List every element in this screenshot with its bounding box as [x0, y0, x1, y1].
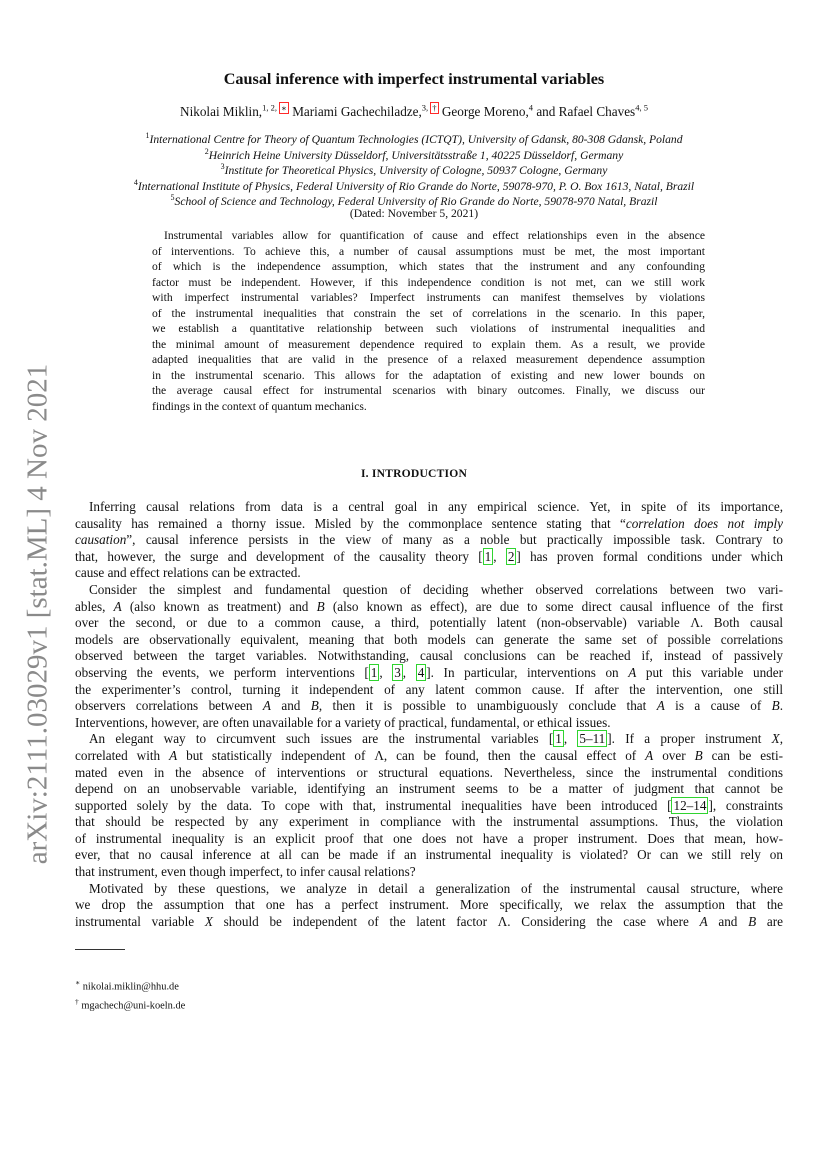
body-text-run: ] has proven formal conditions under which — [516, 548, 783, 564]
body-text-run: causality has remained a thorny issue. Misled by the commonplace sentence stating that “ — [75, 515, 626, 531]
footnotes — [75, 975, 185, 1014]
body-text-run: and — [707, 913, 749, 929]
footnote — [75, 994, 185, 1013]
abstract-line: the minimal amount of measurement dependence required to explain them. As a result, we provide — [152, 337, 705, 351]
body-text-run: can be esti- — [702, 747, 783, 763]
body-line — [75, 532, 783, 549]
footnote-email: mgachech@uni-koeln.de — [78, 1000, 186, 1012]
affiliation-list — [0, 128, 828, 209]
body-line — [75, 798, 783, 815]
body-line — [75, 881, 783, 898]
abstract-line: of the instrumental inequalities that constrain the set of correlations in the scenario. In this paper, — [152, 306, 705, 320]
abstract-line: with imperfect instrumental variables? Imperfect instruments can manifest themselves by violations — [152, 291, 705, 305]
author-affiliation-marker: 4, 5 — [635, 102, 648, 113]
body-text-run: mated even in the absence of interventions or structural equations. Nevertheless, since the instrumental conditions — [75, 764, 783, 780]
body-text-run: of instrumental inequality is an explicit proof that one does not have a proper instrument. Does that mean, how- — [75, 830, 783, 846]
footnote-email: nikolai.miklin@hhu.de — [80, 981, 179, 993]
body-line — [75, 549, 783, 566]
math-variable: A — [113, 598, 122, 614]
body-text-run: ”, causal inference persists in the view of many as a noble but practically impossible task. Contrary to — [126, 532, 783, 548]
affiliation-line — [0, 175, 828, 191]
body-text-run: (also known as effect), are due to some direct causal influence of the first — [324, 598, 783, 614]
body-text-run: that, however, the surge and development of the causality theory [ — [75, 548, 483, 564]
body-text-run: instrumental variable — [75, 913, 205, 929]
section-heading-introduction: I. INTRODUCTION — [360, 467, 468, 480]
affiliation-line — [0, 128, 828, 144]
math-variable: X — [204, 913, 213, 929]
abstract-line: in the instrumental scenario. This allows for the adaptation of existing and new lower bounds on — [152, 368, 705, 382]
body-text-run: that instrument, even though imperfect, to infer causal relations? — [75, 864, 416, 880]
abstract-line: findings in the context of quantum mechanics. — [152, 400, 367, 414]
author-name: Nikolai Miklin, — [180, 104, 263, 119]
body-line — [75, 847, 783, 864]
body-text-run: Consider the simplest and fundamental question of deciding whether observed correlations between two vari- — [89, 581, 783, 597]
body-text-run: , then it is possible to unambiguously conclude that — [318, 698, 657, 714]
body-text-run: , — [779, 731, 783, 747]
math-variable: A — [262, 698, 271, 714]
body-line — [75, 698, 783, 715]
body-line — [75, 814, 783, 831]
abstract — [152, 228, 705, 415]
math-variable: B — [316, 598, 325, 614]
body-text-run: , — [493, 548, 506, 564]
body-line — [75, 682, 783, 699]
body-text-run: . — [779, 698, 784, 714]
body-text-run: supported solely by the data. To cope with that, instrumental inequalities have been introduced [ — [75, 797, 672, 813]
body-line — [75, 864, 783, 881]
body-line — [75, 499, 783, 516]
author-name: George Moreno, — [441, 104, 529, 119]
body-text-run: models are observationally equivalent, meaning that both models can generate the same set of possible correlations — [75, 631, 783, 647]
math-variable: A — [645, 747, 654, 763]
footnote-divider — [75, 949, 125, 950]
math-variable: B — [748, 913, 757, 929]
body-text-run: ]. If a proper instrument — [607, 731, 772, 747]
author-affiliation-marker: 4 — [528, 102, 534, 113]
body-text-run: cause and effect relations can be extracted. — [75, 565, 301, 581]
body-text-run: , — [402, 664, 416, 680]
body-line — [75, 731, 783, 748]
body-text-run: ], constraints — [708, 797, 784, 813]
abstract-line: adapted inequalities that are valid in the presence of a relaxed measurement dependence assumption — [152, 353, 705, 367]
body-line — [75, 914, 783, 931]
abstract-line: factor must be independent. However, if this independence condition is not met, can we still work — [152, 275, 705, 289]
author-affiliation-marker: 1, 2, ∗ — [262, 102, 287, 113]
math-variable: A — [656, 698, 665, 714]
abstract-line: of which is the independence assumption, which states that the instrument and any confounding — [152, 260, 705, 274]
citation-link[interactable]: 2 — [507, 548, 515, 564]
math-variable: B — [694, 747, 703, 763]
affiliation-number: 3 — [220, 162, 225, 172]
math-variable: X — [771, 731, 780, 747]
arxiv-identifier-stamp: arXiv:2111.03029v1 [stat.ML] 4 Nov 2021 — [21, 363, 54, 865]
abstract-line: we establish a quantitative relationship between such violations of instrumental inequalities and — [152, 322, 705, 336]
body-text-run: correlated with — [75, 747, 170, 763]
affiliation-line — [0, 159, 828, 178]
author-name: Mariami Gachechiladze, — [292, 104, 422, 119]
math-variable: causation — [75, 532, 127, 548]
footnote-link[interactable]: † — [432, 102, 437, 113]
body-text-run: observers correlations between — [75, 698, 263, 714]
abstract-line: the average causal effect for instrumental scenarios with binary outcomes. Finally, we discuss our — [152, 384, 705, 398]
abstract-line: Instrumental variables allow for quantification of cause and effect relationships even in the absence — [164, 229, 705, 242]
citation-link[interactable]: 3 — [394, 664, 401, 680]
body-text-run: An elegant way to circumvent such issues are the instrumental variables [ — [89, 731, 554, 747]
footnote-link[interactable]: ∗ — [281, 102, 287, 113]
affiliation-line — [0, 144, 828, 160]
introduction-body — [75, 499, 783, 930]
body-text-run: is a cause of — [664, 698, 772, 714]
math-variable: B — [771, 698, 780, 714]
body-text-run: the experimenter’s control, turning it independent of any latent common cause. If after the intervention, one still — [75, 681, 783, 697]
math-variable: A — [699, 913, 708, 929]
affiliation-text: School of Science and Technology, Federal University of Rio Grande do Norte, 59078-970 Natal, Brazil — [174, 195, 658, 209]
footnote-mark: † — [75, 997, 79, 1007]
math-variable: A — [628, 664, 637, 680]
body-text-run: , — [379, 664, 393, 680]
body-line — [75, 565, 783, 582]
body-text-run: over — [653, 747, 695, 763]
body-line — [75, 748, 783, 765]
affiliation-text: Heinrich Heine University Düsseldorf, Universitätsstraße 1, 40225 Düsseldorf, Germany — [208, 148, 624, 162]
paper-title: Causal inference with imperfect instrumental variables — [223, 70, 605, 88]
body-text-run: over the second, or due to a common cause, a third, potentially latent (non-observable) variable Λ. Both causal — [75, 615, 783, 631]
body-text-run: Interventions, however, are often unavailable for a variety of practical, fundamental, or ethical issues. — [75, 714, 611, 730]
citation-link[interactable]: 1 — [555, 731, 562, 747]
affiliation-number: 4 — [133, 177, 138, 187]
body-text-run: and — [270, 698, 311, 714]
affiliation-text: Institute for Theoretical Physics, University of Cologne, 50937 Cologne, Germany — [224, 164, 608, 178]
body-text-run: Motivated by these questions, we analyze in detail a generalization of the instrumental causal structure, where — [89, 880, 783, 896]
citation-link[interactable]: 5–11 — [579, 731, 606, 747]
body-text-run: Inferring causal relations from data is a central goal in any empirical science. Yet, in spite of its importance, — [89, 499, 783, 514]
affiliation-text: International Centre for Theory of Quantum Technologies (ICTQT), University of Gdansk, 80-308 Gdansk, Poland — [149, 132, 683, 146]
body-text-run: observing the events, we perform interventions [ — [75, 664, 369, 680]
body-line — [75, 648, 783, 665]
footnote — [75, 975, 185, 994]
body-line — [75, 831, 783, 848]
body-text-run: put this variable under — [636, 664, 784, 680]
citation-link[interactable]: 4 — [417, 664, 425, 680]
body-text-run: are — [756, 913, 783, 929]
math-variable: B — [310, 698, 319, 714]
body-line — [75, 665, 783, 682]
body-line — [75, 516, 783, 533]
body-text-run: ]. In particular, interventions on — [426, 664, 629, 680]
citation-link[interactable]: 1 — [370, 664, 378, 680]
body-line — [75, 897, 783, 914]
affiliation-number: 1 — [145, 131, 150, 140]
affiliation-line — [0, 190, 828, 209]
affiliation-text: International Institute of Physics, Federal University of Rio Grande do Norte, 59078-970, P. O. Box 1613, Natal, Brazil — [137, 179, 695, 193]
body-line — [75, 715, 783, 732]
body-text-run: (also known as treatment) and — [121, 598, 317, 614]
body-line — [75, 765, 783, 782]
math-variable: correlation does not imply — [625, 515, 784, 531]
math-variable: A — [169, 747, 178, 763]
body-text-run: that should be respected by any experiment in compliance with the instrumental assumptions. Thus, the violation — [75, 814, 783, 830]
affiliation-number: 5 — [170, 193, 175, 203]
body-line — [75, 615, 783, 632]
body-text-run: , — [563, 731, 578, 747]
citation-link[interactable]: 12–14 — [673, 797, 707, 813]
body-text-run: ever, that no causal inference at all can be made if an instrumental inequality is violated? Or can we still rely on — [75, 847, 783, 863]
body-text-run: we drop the assumption that one has a perfect instrument. More specifically, we relax the assumption that the — [75, 897, 783, 913]
body-text-run: depend on an unobservable variable, identifying an instrument seems to be a matter of judgment that cannot be — [75, 781, 783, 797]
author-affiliation-marker: 3, † — [421, 102, 437, 113]
body-line — [75, 781, 783, 798]
body-text-run: observed between the target variables. Notwithstanding, causal conclusions can be reached if, instead of passively — [75, 648, 783, 664]
dated-line: (Dated: November 5, 2021) — [349, 206, 479, 220]
affiliation-block — [0, 128, 828, 222]
body-line — [75, 632, 783, 649]
body-text-run: should be independent of the latent factor Λ. Considering the case where — [212, 913, 700, 929]
footnote-mark: ∗ — [75, 978, 81, 987]
body-line — [75, 599, 783, 616]
body-line — [75, 582, 783, 599]
abstract-line: of interventions. To achieve this, a number of causal assumptions must be met, the most important — [152, 244, 705, 258]
affiliation-number: 2 — [204, 146, 209, 156]
body-text-run: ables, — [75, 598, 114, 614]
author-list: Nikolai Miklin,$^{1, 2, ∗}$ Mariami Gachechiladze,$^{3, \dagger}$ George Moreno,$^4$ and Rafael Chaves$^{4, 5}$ — [180, 102, 648, 119]
author-name: Rafael Chaves — [558, 104, 636, 119]
body-text-run: but statistically independent of Λ, can be found, then the causal effect of — [177, 747, 646, 763]
citation-link[interactable]: 1 — [484, 548, 492, 564]
